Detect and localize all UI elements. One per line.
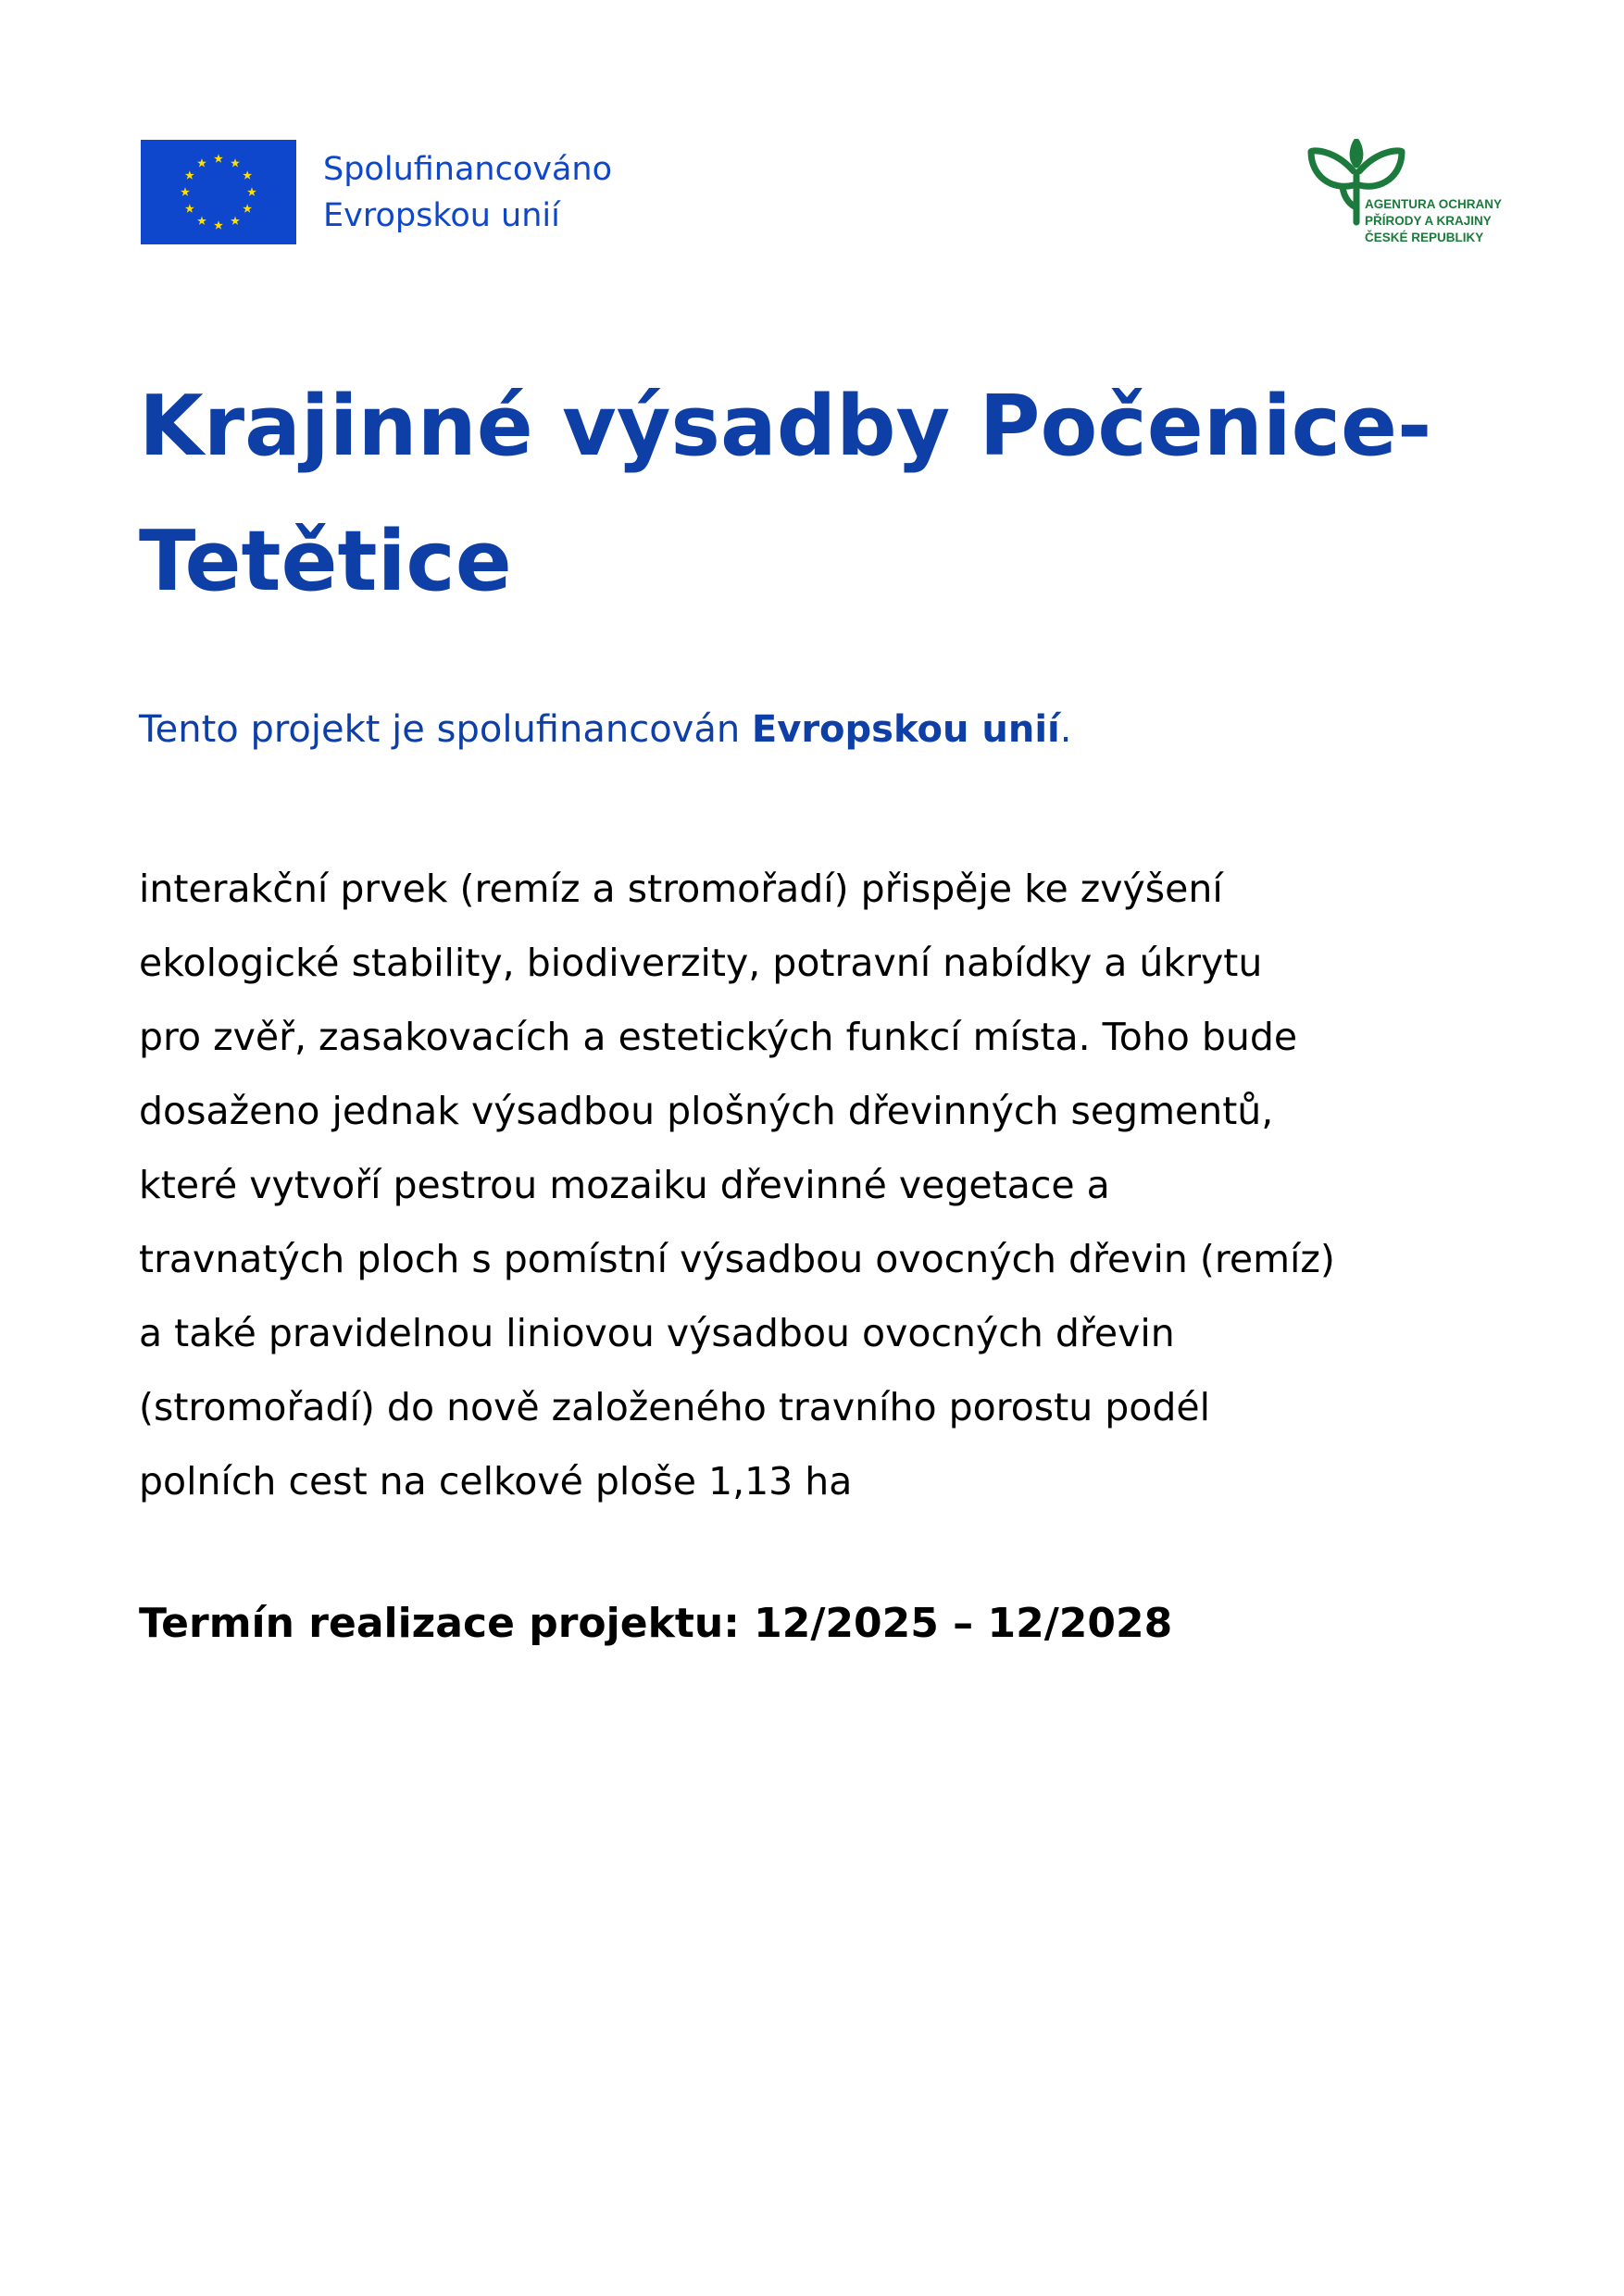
aopk-logo-text <box>1365 196 1502 246</box>
eu-logo-line2: Evropskou unií <box>323 196 560 234</box>
cofunding-statement-suffix: . <box>1059 708 1072 751</box>
aopk-logo-line3: ČESKÉ REPUBLIKY <box>1365 231 1484 244</box>
description-line: ekologické stability, biodiverzity, potravní nabídky a úkrytu <box>139 941 1263 985</box>
cofunding-statement-prefix: Tento projekt je spolufinancován <box>139 708 752 751</box>
eu-logo-text <box>323 146 612 239</box>
cofunding-statement <box>139 704 1071 755</box>
project-title-line2: Tetětice <box>139 513 512 610</box>
eu-logo-line1: Spolufinancováno <box>323 150 613 188</box>
description-line: dosaženo jednak výsadbou plošných dřevinných segmentů, <box>139 1089 1274 1133</box>
eu-flag-icon <box>141 140 296 244</box>
project-description <box>139 852 1528 1518</box>
description-line: polních cest na celkové ploše 1,13 ha <box>139 1459 853 1504</box>
description-line: které vytvoří pestrou mozaiku dřevinné vegetace a <box>139 1163 1110 1207</box>
cofunding-statement-emphasis: Evropskou unií <box>751 708 1060 751</box>
description-line: pro zvěř, zasakovacích a estetických funkcí místa. Toho bude <box>139 1015 1298 1059</box>
aopk-logo-line2: PŘÍRODY A KRAJINY <box>1365 214 1492 228</box>
aopk-logo-line1: AGENTURA OCHRANY <box>1365 197 1502 211</box>
description-line: travnatých ploch s pomístní výsadbou ovocných dřevin (remíz) <box>139 1237 1335 1281</box>
project-title <box>139 359 1528 630</box>
project-term: Termín realizace projektu: 12/2025 – 12/2028 <box>139 1600 1173 1647</box>
aopk-logo <box>1305 139 1502 250</box>
project-title-line1: Krajinné výsadby Počenice- <box>139 378 1432 475</box>
description-line: a také pravidelnou liniovou výsadbou ovocných dřevin <box>139 1311 1175 1355</box>
eu-cofunding-logo <box>141 140 612 244</box>
description-line: interakční prvek (remíz a stromořadí) přispěje ke zvýšení <box>139 867 1223 911</box>
description-line: (stromořadí) do nově založeného travního porostu podél <box>139 1385 1210 1429</box>
